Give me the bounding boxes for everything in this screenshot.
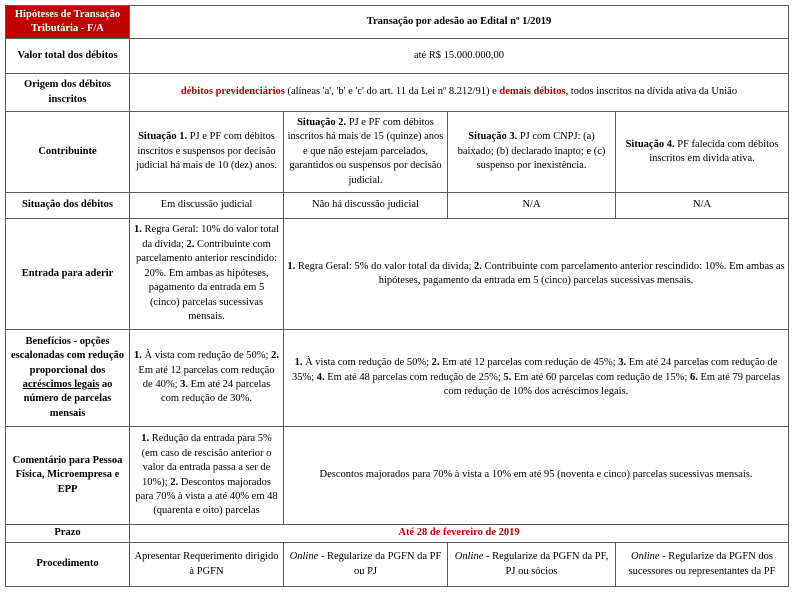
- beneficios-c2-t3: Em até 24 parcelas com redução de 35%;: [291, 357, 778, 383]
- beneficios-c2-t5: Em até 60 parcelas com redução de 15%;: [511, 371, 690, 383]
- valor-label: Valor total dos débitos: [6, 39, 130, 74]
- entrada-c1-n1: 1.: [134, 224, 142, 236]
- procedimento-label: Procedimento: [6, 543, 130, 587]
- corner-title: Hipóteses de Transação Tributária - F/A: [6, 6, 130, 39]
- procedimento-c3-online: Online: [454, 551, 484, 563]
- prazo-label: Prazo: [6, 525, 130, 543]
- comentario-c1: [130, 427, 284, 525]
- comentario-c1-t2: Descontos majorados para 70% à vista a até 40% em 48 (quarenta e oito) parcelas: [135, 476, 278, 517]
- situacao-3-label: Situação 3.: [468, 131, 518, 143]
- situacao-debitos-c3: N/A: [448, 193, 616, 219]
- procedimento-row: [6, 543, 789, 587]
- beneficios-c1-t1: À vista com redução de 50%;: [141, 350, 272, 362]
- table-title: Transação por adesão ao Edital nº 1/2019: [130, 6, 789, 39]
- beneficios-label: [6, 330, 130, 427]
- beneficios-c1-n2: 2.: [271, 350, 279, 362]
- beneficios-label-a: Benefícios - opções escalonadas com redução proporcional dos: [11, 335, 124, 376]
- header-row: [6, 6, 789, 39]
- prazo-row: [6, 525, 789, 543]
- entrada-c2-n1: 1.: [287, 260, 296, 272]
- situacao-2-label: Situação 2.: [297, 116, 347, 128]
- entrada-c2-t2: Contribuinte com parcelamento anterior rescindido: 10%. Em ambas as hipóteses, pagamento da entrada em 5 (cinco) parcelas sucessivas mensais.: [378, 260, 785, 286]
- origem-prev: débitos previdenciários: [180, 86, 285, 98]
- situacao-4-cell: [616, 112, 789, 193]
- origem-end: , todos inscritos na dívida ativa da União: [565, 86, 738, 98]
- beneficios-label-u: acréscimos legais: [22, 379, 100, 390]
- procedimento-c2-text: - Regularize da PGFN da PF ou PJ: [318, 551, 442, 577]
- situacao-debitos-row: [6, 193, 789, 219]
- situacao-debitos-label: Situação dos débitos: [6, 193, 130, 219]
- beneficios-c2-n6: 6.: [689, 371, 698, 383]
- valor-row: [6, 39, 789, 74]
- beneficios-c2-t2: Em até 12 parcelas com redução de 45%;: [439, 357, 619, 369]
- beneficios-c2-n4: 4.: [316, 371, 325, 383]
- procedimento-c4-online: Online: [630, 551, 660, 563]
- situacao-2-cell: [284, 112, 448, 193]
- beneficios-c2-n5: 5.: [503, 371, 512, 383]
- comentario-c2: Descontos majorados para 70% à vista a 10% em até 95 (noventa e cinco) parcelas sucessivas mensais.: [284, 427, 789, 525]
- beneficios-c1-t2: Em até 12 parcelas com redução de 40%;: [138, 364, 275, 390]
- beneficios-c2-n1: 1.: [294, 357, 303, 369]
- beneficios-label-b: ao número de parcelas mensais: [23, 379, 113, 419]
- origem-demais: demais débitos: [499, 86, 566, 98]
- entrada-c1-n2: 2.: [186, 238, 195, 250]
- procedimento-c3-text: - Regularize da PGFN da PF, PJ ou sócios: [483, 551, 609, 577]
- beneficios-c1-n3: 3.: [180, 379, 188, 390]
- comentario-label: Comentário para Pessoa Física, Microempresa e EPP: [6, 427, 130, 525]
- situacao-1-text: PJ e PF com débitos inscritos e suspensos por decisão judicial há mais de 10 (dez) anos.: [136, 131, 277, 172]
- valor-value: até R$ 15.000.000,00: [130, 39, 789, 74]
- situacao-3-cell: [448, 112, 616, 193]
- situacao-debitos-c2: Não há discussão judicial: [284, 193, 448, 219]
- comentario-c1-n1: 1.: [141, 433, 150, 445]
- entrada-c1: [130, 219, 284, 330]
- situacao-4-text: PF falecida com débitos inscritos em dívida ativa.: [649, 138, 779, 164]
- origem-label: Origem dos débitos inscritos: [6, 74, 130, 112]
- beneficios-c1-t3: Em até 24 parcelas com redução de 30%.: [161, 379, 271, 405]
- situacao-debitos-c4: N/A: [616, 193, 789, 219]
- procedimento-c4: [616, 543, 789, 587]
- beneficios-c1: [130, 330, 284, 427]
- beneficios-c2: [284, 330, 789, 427]
- comentario-c1-t1: Redução da entrada para 5% (em caso de rescisão anterior o valor da entrada passa a ser de 10%);: [141, 433, 272, 488]
- procedimento-c1: Apresentar Requerimento dirigido à PGFN: [130, 543, 284, 587]
- prazo-value: Até 28 de fevereiro de 2019: [130, 525, 789, 543]
- entrada-c2: [284, 219, 789, 330]
- beneficios-c2-n3: 3.: [618, 357, 627, 369]
- procedimento-c2: [284, 543, 448, 587]
- origem-value: [130, 74, 789, 112]
- beneficios-c2-t6: Em até 79 parcelas com redução de 10% dos acréscimos legais.: [443, 371, 781, 398]
- origem-row: [6, 74, 789, 112]
- entrada-row: [6, 219, 789, 330]
- beneficios-c2-t1: À vista com redução de 50%;: [302, 357, 432, 369]
- beneficios-row: [6, 330, 789, 427]
- entrada-c1-t2: Contribuinte com parcelamento anterior rescindido: 20%. Em ambas as hipóteses, pagamento da entrada em 5 (cinco) parcelas sucessivas mensais.: [135, 238, 278, 323]
- situacao-4-label: Situação 4.: [625, 138, 675, 150]
- comentario-c1-n2: 2.: [170, 476, 179, 488]
- situacao-2-text: PJ e PF com débitos inscritos há mais de 15 (quinze) anos e que não estejam parcelados, garantidos ou suspensos por decisão judicial.: [287, 116, 444, 186]
- procedimento-c3: [448, 543, 616, 587]
- situacao-1-cell: [130, 112, 284, 193]
- entrada-c1-t1: Regra Geral: 10% do valor total da dívida;: [141, 224, 279, 250]
- origem-mid: (alíneas 'a', 'b' e 'c' do art. 11 da Lei nº 8.212/91) e: [284, 86, 500, 98]
- beneficios-c2-t4: Em até 48 parcelas com redução de 25%;: [324, 371, 504, 383]
- situacao-1-label: Situação 1.: [138, 131, 188, 143]
- entrada-c2-t1: Regra Geral: 5% do valor total da dívida;: [295, 260, 475, 272]
- situacao-3-text: PJ com CNPJ: (a) baixado; (b) declarado inapto; e (c) suspenso por inexistência.: [457, 131, 606, 172]
- procedimento-c4-text: - Regularize da PGFN dos sucessores ou representantes da PF: [628, 551, 776, 577]
- entrada-label: Entrada para aderir: [6, 219, 130, 330]
- contribuinte-label: Contribuinte: [6, 112, 130, 193]
- beneficios-c2-n2: 2.: [431, 357, 440, 369]
- entrada-c2-n2: 2.: [474, 260, 482, 272]
- beneficios-c1-n1: 1.: [134, 350, 142, 362]
- situacao-debitos-c1: Em discussão judicial: [130, 193, 284, 219]
- comentario-row: [6, 427, 789, 525]
- transaction-table: [5, 5, 789, 587]
- contribuinte-row: [6, 112, 789, 193]
- procedimento-c2-online: Online: [289, 551, 319, 563]
